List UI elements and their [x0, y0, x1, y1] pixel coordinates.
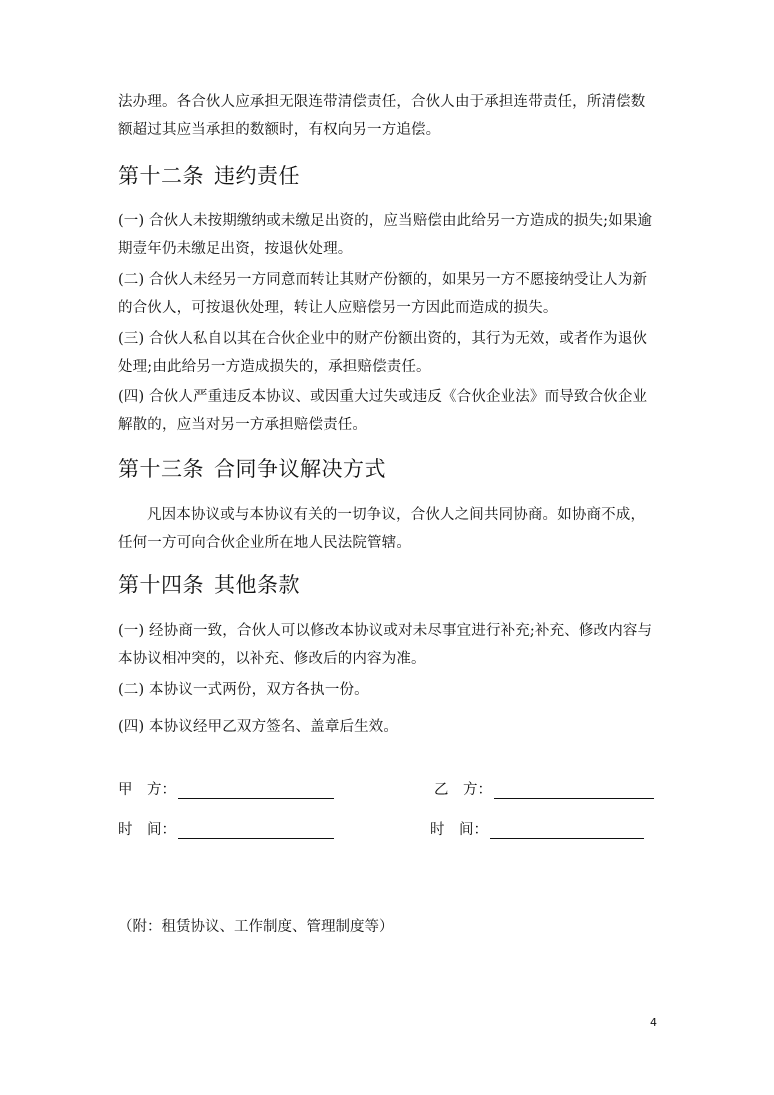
- party-a-date-label: 时 间：: [118, 822, 176, 838]
- article-13-heading: [118, 453, 386, 483]
- party-a-signature-line[interactable]: [178, 780, 334, 799]
- article-13-title: 合同争议解决方式: [214, 457, 386, 481]
- article-14-clause-1: (一) 经协商一致，合伙人可以修改本协议或对未尽事宜进行补充;补充、修改内容与本协议相冲突的，以补充、修改后的内容为准。: [118, 623, 653, 667]
- party-a-date-row: [118, 817, 334, 839]
- attachment-note: （附：租赁协议、工作制度、管理制度等）: [118, 919, 394, 935]
- page-number: 4: [650, 1016, 657, 1029]
- article-14-clause-2: (二) 本协议一式两份，双方各执一份。: [118, 682, 369, 698]
- party-b-date-row: [430, 817, 644, 839]
- article-12-clause-4: (四) 合伙人严重违反本协议、或因重大过失或违反《合伙企业法》而导致合伙企业解散的，应当对另一方承担赔偿责任。: [118, 389, 648, 433]
- article-14-clause-3: (四) 本协议经甲乙双方签名、盖章后生效。: [118, 719, 399, 735]
- intro-paragraph: 法办理。各合伙人应承担无限连带清偿责任，合伙人由于承担连带责任，所清偿数额超过其应当承担的数额时，有权向另一方追偿。: [118, 94, 646, 138]
- article-13-number: 第十三条: [118, 457, 204, 481]
- article-12-heading: [118, 160, 300, 190]
- party-a-label: 甲 方：: [118, 782, 176, 798]
- party-b-signature-line[interactable]: [494, 780, 654, 799]
- article-12-clause-2: (二) 合伙人未经另一方同意而转让其财产份额的，如果另一方不愿接纳受让人为新的合伙人，可按退伙处理，转让人应赔偿另一方因此而造成的损失。: [118, 272, 648, 316]
- party-b-date-line[interactable]: [490, 820, 644, 839]
- party-b-signature-row: [434, 777, 654, 799]
- article-12-title: 违约责任: [214, 164, 300, 188]
- article-12-clause-1: (一) 合伙人未按期缴纳或未缴足出资的，应当赔偿由此给另一方造成的损失;如果逾期壹年仍未缴足出资，按退伙处理。: [118, 213, 653, 257]
- article-14-number: 第十四条: [118, 573, 204, 597]
- article-13-paragraph: 凡因本协议或与本协议有关的一切争议，合伙人之间共同协商。如协商不成，任何一方可向合伙企业所在地人民法院管辖。: [118, 507, 646, 551]
- article-14-heading: [118, 569, 300, 599]
- party-b-label: 乙 方：: [434, 782, 492, 798]
- article-12-number: 第十二条: [118, 164, 204, 188]
- party-b-date-label: 时 间：: [430, 822, 488, 838]
- party-a-signature-row: [118, 777, 334, 799]
- article-14-title: 其他条款: [214, 573, 300, 597]
- article-12-clause-3: (三) 合伙人私自以其在合伙企业中的财产份额出资的，其行为无效，或者作为退伙处理;由此给另一方造成损失的，承担赔偿责任。: [118, 331, 648, 375]
- party-a-date-line[interactable]: [178, 820, 334, 839]
